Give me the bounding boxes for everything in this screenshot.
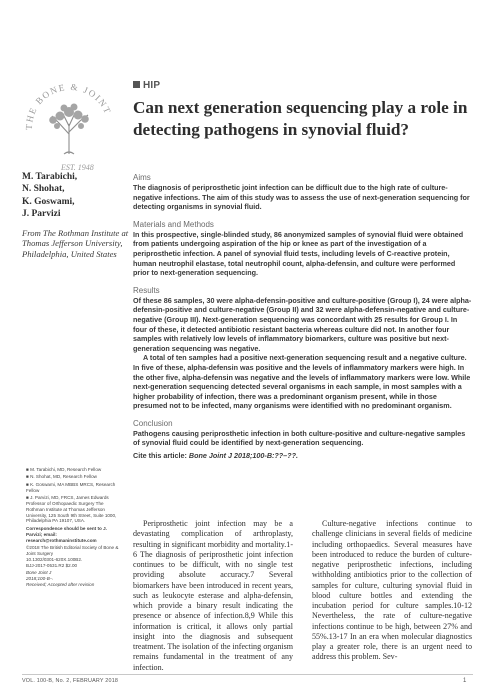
body-paragraph: Culture-negative infections continue to challenge clinicians in several fields of medicine including orthopaedics. Several measures have been introduced to reduce the burden of culture-negative periprosthetic infections, including withholding antibiotics prior to the collection of samples for culture, culturing synovial fluid in blood culture bottles and extending the incubation period for culture samples.10-12 Nevertheless, the rate of culture-negative infections continue to be high, between 27% and 55%.13-17 In an era when molecular diagnostics play a greater role, there is an urgent need to address this problem. Sev- [312, 519, 472, 662]
bio-entry: ■ M. Tarabichi, MD, Research Fellow [26, 467, 102, 472]
section-square-icon [133, 81, 140, 88]
svg-text:THE BONE & JOINT JOURNAL [14, 62, 113, 130]
body-paragraph: Periprosthetic joint infection may be a devastating complication of arthroplasty, resulting in significant morbidity and mortality.1-6 The diagnosis of periprosthetic joint infection continues to be difficult, with no single test providing absolute accuracy.7 Several biomarkers have been introduced in recent years, such as leukocyte esterase and alpha-defensin, which provide a binary result indicating the presence or absence of infection.8,9 While this information is critical, it allows only partial insight into the diagnosis and subsequent treatment. The isolation of the infecting organism remains fundamental in the treatment of any infection. [133, 519, 293, 672]
conclusion-text: Pathogens causing periprosthetic infection in both culture-positive and culture-negative samples of synovial fluid could be identified by next-generation sequencing. [133, 428, 466, 448]
results-heading: Results [133, 285, 160, 295]
conclusion-heading: Conclusion [133, 418, 173, 428]
journal-logo [14, 62, 124, 182]
bio-entry: ■ K. Goswami, MA MBBS MRCS, Research Fellow [26, 481, 116, 493]
journal-info: Bone Joint J 2018;100-B–. Received; Accepted after revision [26, 569, 95, 587]
methods-text: In this prospective, single-blinded study, 86 anonymized samples of synovial fluid were obtained from patients undergoing aspiration of the hip or knee as part of the investigation of a periprosthetic infection. A panel of synovial fluid tests, including levels of C-reactive protein, human neutrophil elastase, total neutrophil count, alpha-defensin, and culture were performed prior to next-generation sequencing. [133, 229, 464, 278]
logo-established: EST. 1948 [61, 163, 94, 172]
author-affiliation: From The Rothman Institute at Thomas Jefferson University, Philadelphia, United States [22, 228, 129, 259]
author: N. Shohat, [22, 184, 65, 195]
results-text: Of these 86 samples, 30 were alpha-defensin-positive and culture-positive (Group I), 24 were alpha-defensin-positive and culture-negative (Group II) and 32 were alpha-defensin-negative and culture-negative (Group III). Next-generation sequencing was concordant with 25 results for Group I. In four of these, it detected antibiotic resistant bacteria whereas culture did not. In another four samples with relatively low levels of inflammatory biomarkers, culture was positive but next-generation sequencing was negative. [133, 295, 472, 353]
citation-ref: Bone Joint J 2018;100-B:??–??. [188, 451, 298, 461]
correspondence: Correspondence should be sent to J. Parvizi; email: research@rothmaninstitute.com [26, 525, 107, 543]
bio-entry: ■ J. Parvizi, MD, FRCS, James Edwards Professor of Orthopaedic Surgery The Rothman Institute at Thomas Jefferson University, 125 South 9th Street, Suite 1000, Philadelphia PA 19107, USA. [26, 494, 117, 524]
author: M. Tarabichi, [22, 172, 78, 182]
aims-text: The diagnosis of periprosthetic joint infection can be difficult due to the high rate of culture-negative infections. The aim of this study was to assess the use of next-generation sequencing for detecting organisms in synovial fluid. [133, 183, 470, 212]
aims-heading: Aims [133, 173, 151, 182]
author: J. Parvizi [22, 209, 61, 220]
footer-rule [22, 674, 473, 675]
article-title: Can next generation sequencing play a role in detecting pathogens in synovial fluid? [133, 98, 468, 139]
author-list [22, 171, 127, 221]
author-bios [26, 467, 122, 589]
results-text: A total of ten samples had a positive next-generation sequencing result and a negative culture. In five of these, alpha-defensin was positive and the levels of inflammatory markers were high. In the other five, alpha-defensin was negative and the levels of inflammatory markers were low. While next-generation sequencing detected several organisms in each sample, in most samples with a higher probability of infection, there was a predominant organism present, while in those presumed not to be infected, many organisms were identified with no predominant organism. [133, 353, 471, 411]
methods-heading: Materials and Methods [133, 219, 214, 229]
bio-entry: ■ N. Shohat, MD, Research Fellow [26, 474, 97, 480]
tree-seal-icon [14, 62, 124, 182]
abstract [133, 170, 473, 461]
author: K. Goswami, [22, 196, 75, 207]
body-column-right [312, 519, 472, 663]
section-label: HIP [143, 80, 161, 91]
page-number: 1 [463, 678, 467, 684]
section-tag [133, 80, 160, 91]
body-column-left [133, 519, 293, 673]
footer-volume: VOL. 100-B, No. 2, FEBRUARY 2018 [22, 678, 119, 684]
citation: Cite this article: Bone Joint J 2018;100-B:??–??. [133, 451, 298, 461]
logo-arc-text: THE BONE & JOINT [23, 81, 114, 131]
copyright-block: ©2018 The British Editorial Society of Bone & Joint Surgery 10.1302/0301-620X.100B2. BJJ-2017-0531.R2 $2.00 [26, 544, 119, 568]
